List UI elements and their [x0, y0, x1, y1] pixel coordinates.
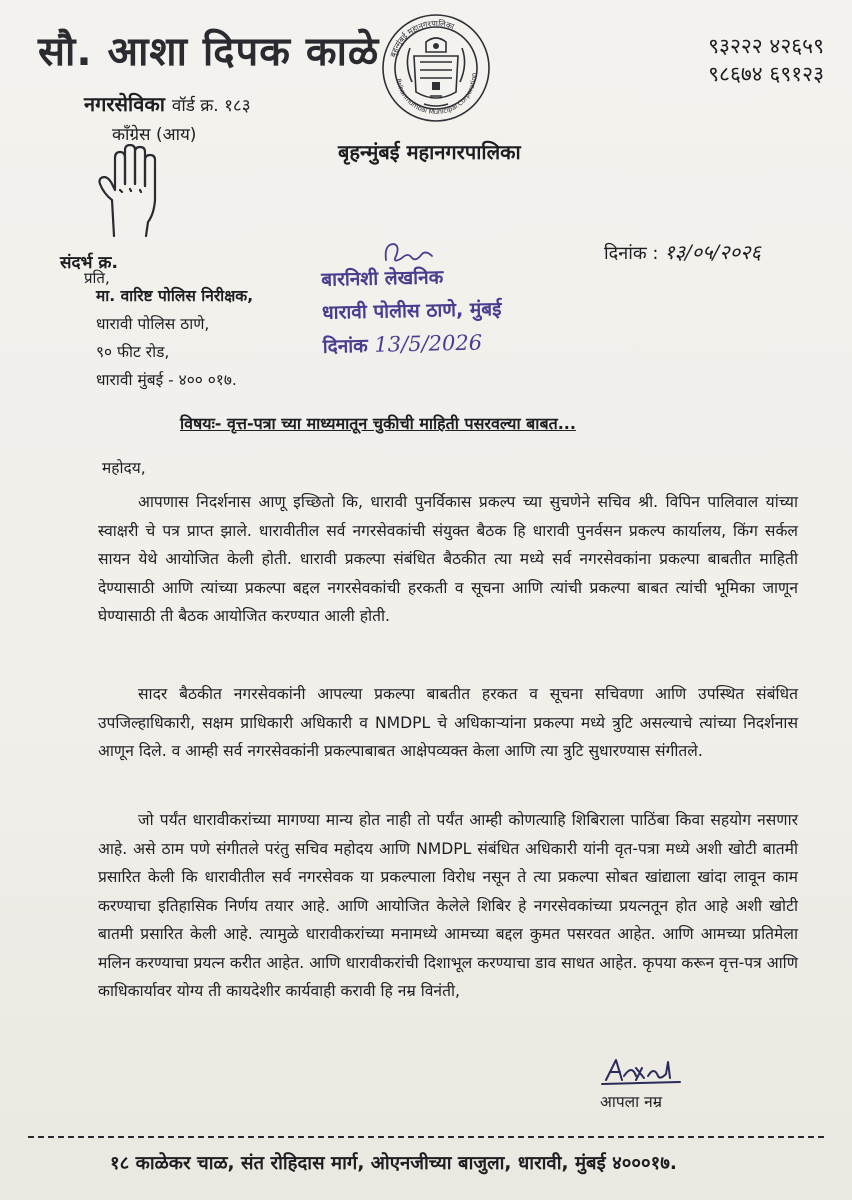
letter-date	[604, 238, 761, 265]
hand-symbol-icon	[96, 144, 162, 240]
paragraph-text: सादर बैठकीत नगरसेवकांनी आपल्या प्रकल्पा बाबतीत हरकत व सूचना सचिवणा आणि उपस्थित संबंधित उपजिल्हाधिकारी, सक्षम प्राधिकारी अधिकारी व NMDPL चे अधिकाऱ्यांना प्रकल्पा मध्ये त्रुटि असल्याचे त्यांच्या निदर्शनास आणून दिले. व आम्ही सर्व नगरसेवकांनी प्रकल्पाबाबत आक्षेपव्यक्त केला आणि त्या त्रुटि सुधारण्यास संगीतले.	[98, 685, 798, 760]
to-label: प्रति,	[84, 269, 110, 287]
paragraph-text: आपणास निदर्शनास आणू इच्छितो कि, धारावी पुनर्विकास प्रकल्प च्या सुचणेने सचिव श्री. विपिन पालिवाल यांच्या स्वाक्षरी चे पत्र प्राप्त झाले. धारावीतील सर्व नगरसेवकांची संयुक्त बैठक हि धारावी पुनर्वसन प्रकल्प कार्यालय, किंग सर्कल सायन येथे आयोजित केली होती. धारावी प्रकल्पा संबंधित बैठकीत त्या मध्ये सर्व नगरसेवकांना प्रकल्पा बाबतीत माहिती देण्यासाठी आणि त्यांच्या प्रकल्पा बद्दल नगरसेवकांची हरकती व सूचना आणि त्यांची प्रकल्पा बाबत त्यांची भूमिका जाणून घेण्यासाठी ती बैठक आयोजित करण्यात आली होती.	[98, 493, 798, 625]
date-label: दिनांक :	[604, 243, 659, 264]
received-stamp	[321, 260, 503, 364]
bmc-seal-icon	[380, 12, 492, 124]
salutation: महोदय,	[102, 459, 146, 477]
ward-number: वॉर्ड क्र. १८३	[171, 96, 251, 116]
footer-divider	[28, 1136, 824, 1138]
councillor-name: सौ. आशा दिपक काळे	[38, 29, 380, 75]
body-paragraph	[98, 806, 798, 1006]
stamp-line-2: धारावी पोलीस ठाणे, मुंबई	[321, 298, 502, 324]
designation	[84, 90, 251, 117]
stamp-date-value: 13/5/2026	[374, 330, 483, 357]
recipient-line: ९० फीट रोड,	[96, 343, 170, 361]
date-value: १३/०५/२०२६	[664, 240, 761, 264]
body-paragraph	[98, 680, 798, 766]
recipient-line: धारावी पोलिस ठाणे,	[96, 315, 210, 333]
closing-line: आपला नम्र	[600, 1093, 662, 1111]
svg-text:Brihanmumbai Municipal Corpora: Brihanmumbai Municipal Corporation	[394, 72, 479, 117]
stamp-date-label: दिनांक	[322, 334, 369, 358]
body-paragraph	[98, 488, 798, 631]
letter-subject: विषयः- वृत्त-पत्रा च्या माध्यमातून चुकीची माहिती पसरवल्या बाबत...	[180, 414, 576, 433]
svg-text:बृहन्मुंबई महानगरपालिका: बृहन्मुंबई महानगरपालिका	[388, 18, 456, 59]
designation-title: नगरसेविका	[84, 92, 165, 116]
recipient-address	[96, 282, 253, 394]
recipient-line: धारावी मुंबई - ४०० ०१७.	[96, 371, 237, 389]
phone-numbers	[708, 32, 824, 88]
signature-icon	[596, 1054, 688, 1088]
reference-label: संदर्भ क्र.	[60, 253, 118, 273]
party-name: कॉंग्रेस (आय)	[112, 125, 197, 145]
footer-address: १८ काळेकर चाळ, संत रोहिदास मार्ग, ओएनजीच्या बाजुला, धारावी, मुंबई ४०००१७.	[110, 1153, 677, 1174]
corporation-name: बृहन्मुंबई महानगरपालिका	[338, 140, 521, 164]
paragraph-text: जो पर्यंत धारावीकरांच्या मागण्या मान्य होत नाही तो पर्यंत आम्ही कोणत्याहि शिबिराला पाठिंबा किवा सहयोग नसणार आहे. असे ठाम पणे संगीतले परंतु सचिव महोदय आणि NMDPL संबंधित अधिकारी यांनी वृत-पत्रा मध्ये अशी खोटी बातमी प्रसारित केली कि धारावीतील सर्व नगरसेवक या प्रकल्पाला विरोध नसून ते त्या प्रकल्पा सोबत खांद्याला खांदा लावून काम करण्याचा इतिहासिक निर्णय तयार आहे. आणि आयोजित केलेले शिबिर हे नगरसेवकांच्या प्रयत्नतून होत आहे अशी खोटी बातमी प्रसारित केली आहे. त्यामुळे धारावीकरांच्या मनामध्ये आमच्या बद्दल कुमत पसरवत आहेत. आणि आमच्या प्रतिमेला मलिन करण्याचा प्रयत्न करीत आहेत. आणि धारावीकरांची दिशाभूल करण्याचा डाव साधत आहेत. कृपया करून वृत्त-पत्र आणि काधिकार्यावर योग्य ती कायदेशीर कार्यवाही करावी हि नम्र विनंती,	[98, 811, 798, 1000]
phone-number-2: ९८६७४ ६९१२३	[708, 62, 824, 86]
stamp-line-3	[322, 326, 502, 364]
stamp-line-1: बारनिशी लेखनिक	[321, 266, 444, 291]
phone-number-1: ९३२२२ ४२६५९	[708, 34, 824, 58]
recipient-line: मा. वारिष्ट पोलिस निरीक्षक,	[96, 287, 254, 305]
